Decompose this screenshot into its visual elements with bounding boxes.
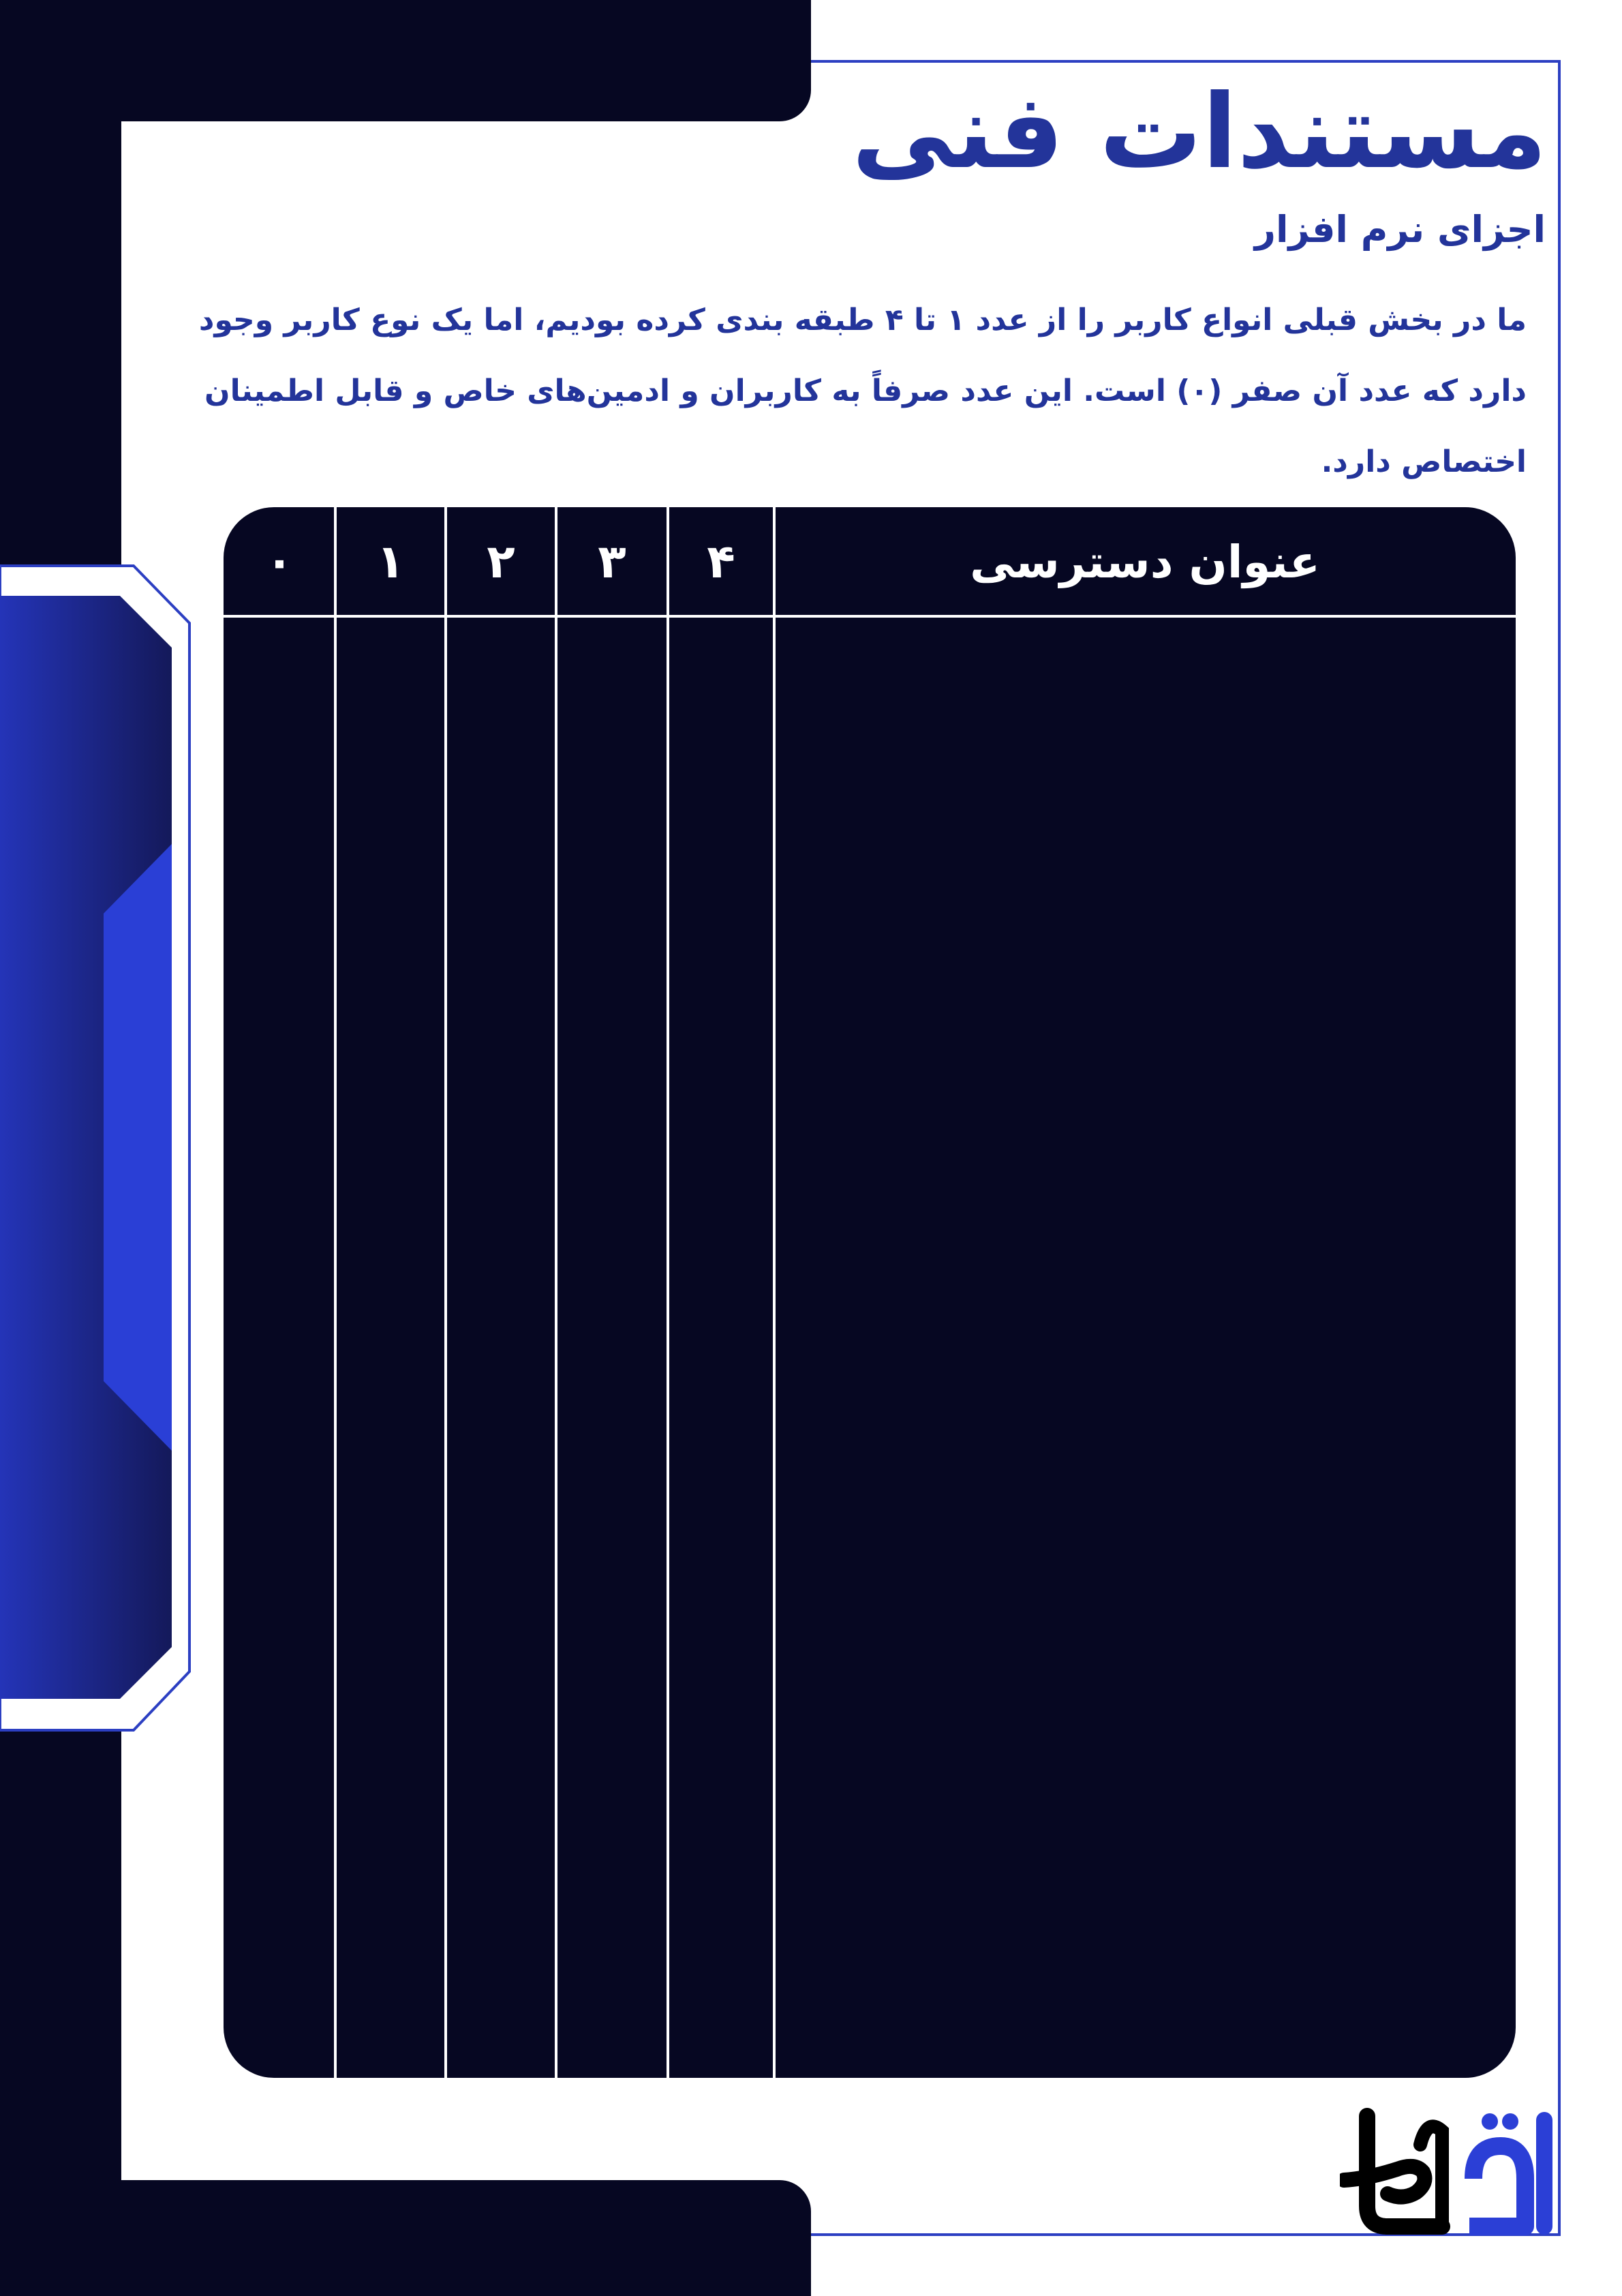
bottom-tab: [0, 2180, 811, 2296]
column-header-level-1: ۱: [376, 534, 405, 589]
intro-paragraph: ما در بخش قبلی انواع کاربر را از عدد ۱ تا ۴ طبقه بندی کرده بودیم، اما یک نوع کاربر وجود دارد که عدد آن صفر (۰) است. این عدد صرفاً به کاربران و ادمین‌های خاص و قابل اطمینان اختصاص دارد.: [198, 303, 1527, 479]
column-header-access-title: عنوان دسترسی: [970, 535, 1320, 588]
decorative-hexagon-panel: [0, 564, 192, 1732]
top-tab: [0, 0, 811, 121]
table-gridlines: [224, 507, 1516, 2078]
column-header-level-4: ۴: [707, 534, 735, 589]
column-header-level-2: ۲: [487, 534, 515, 589]
column-header-level-3: ۳: [598, 534, 626, 589]
section-subtitle: اجزای نرم افزار: [1254, 208, 1546, 251]
access-table: [224, 507, 1516, 2078]
column-header-level-0: ۰: [265, 534, 294, 589]
page-title: مستندات فنی: [851, 73, 1547, 192]
logo-icon: [1340, 2104, 1558, 2240]
